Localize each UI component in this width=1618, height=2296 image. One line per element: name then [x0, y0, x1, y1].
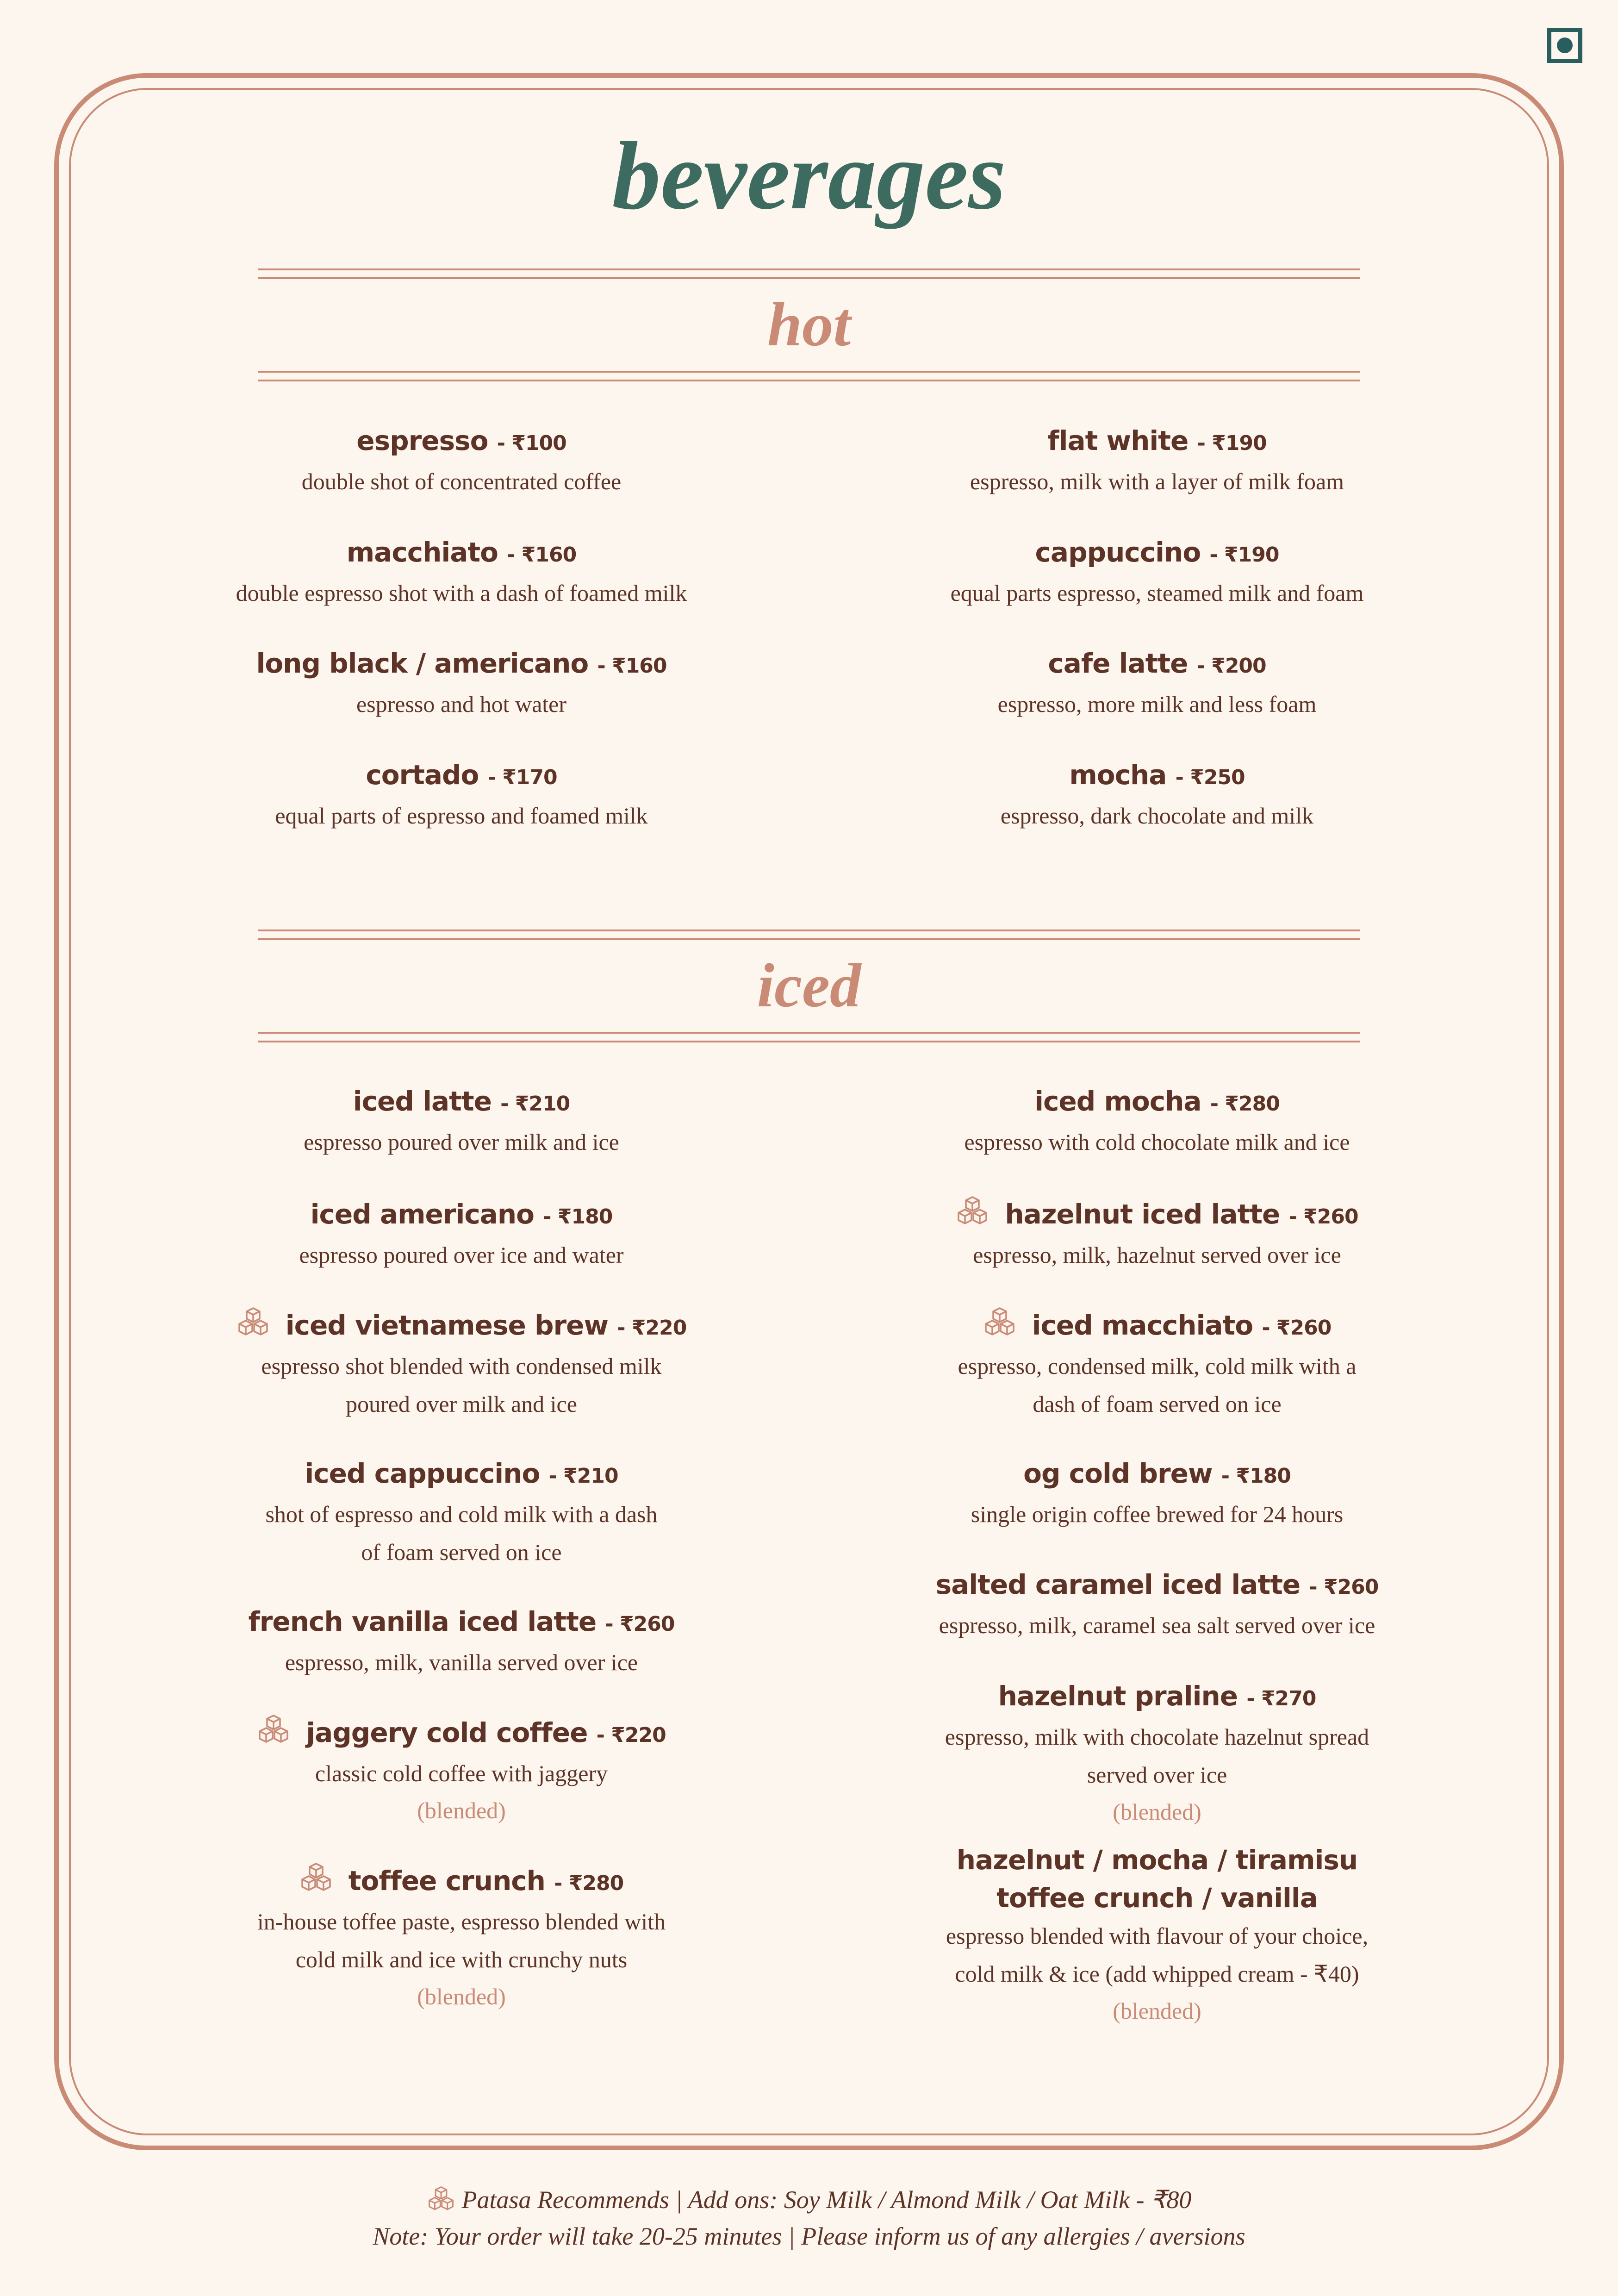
menu-item	[114, 1714, 809, 1828]
item-description: shot of espresso and cold milk with a dash	[265, 1501, 658, 1527]
ice-cubes-icon	[236, 1307, 270, 1337]
item-description: dash of foam served on ice	[1033, 1391, 1282, 1417]
item-price: - ₹280	[1210, 1092, 1280, 1116]
price-value: ₹190	[1224, 543, 1279, 567]
item-name-line	[810, 1195, 1504, 1236]
price-value: ₹220	[611, 1723, 666, 1747]
item-name-line	[810, 1454, 1504, 1495]
price-value: ₹260	[619, 1612, 675, 1636]
divider	[258, 938, 1360, 940]
item-description: espresso, condensed milk, cold milk with a	[958, 1353, 1357, 1379]
item-name-line	[114, 1714, 809, 1754]
item-description: cold milk & ice (add whipped cream - ₹40)	[955, 1961, 1359, 1987]
item-name-line	[810, 1306, 1504, 1347]
item-description: espresso, more milk and less foam	[997, 691, 1317, 717]
recommend-icon	[427, 2186, 455, 2212]
menu-item	[114, 1195, 809, 1274]
item-name: toffee crunch / vanilla	[996, 1882, 1318, 1914]
item-name: hazelnut / mocha / tiramisu	[956, 1844, 1358, 1876]
menu-item	[114, 1306, 809, 1423]
item-name-line	[114, 1862, 809, 1903]
menu-item	[114, 1603, 809, 1681]
item-description: espresso poured over milk and ice	[304, 1129, 619, 1155]
ice-cubes-icon	[299, 1862, 333, 1893]
item-description: cold milk and ice with crunchy nuts	[295, 1947, 628, 1972]
item-name: iced mocha	[1034, 1086, 1201, 1117]
price-value: ₹280	[1225, 1092, 1280, 1116]
price-value: ₹190	[1212, 431, 1267, 455]
item-price: - ₹210	[500, 1092, 570, 1116]
divider	[258, 380, 1360, 381]
item-name: hazelnut iced latte	[1005, 1198, 1280, 1230]
item-price: - ₹260	[1288, 1205, 1358, 1229]
item-description: espresso, dark chocolate and milk	[1000, 803, 1314, 829]
item-name-line	[810, 1677, 1504, 1718]
price-value: ₹200	[1211, 654, 1266, 678]
item-name-line	[114, 1603, 809, 1643]
menu-item	[114, 756, 809, 835]
price-value: ₹100	[511, 431, 566, 455]
item-description: in-house toffee paste, espresso blended with	[257, 1909, 666, 1934]
menu-item	[810, 1454, 1504, 1533]
footer-text: Patasa Recommends | Add ons: Soy Milk / Almond Milk / Oat Milk - ₹80	[461, 2186, 1192, 2214]
price-value: ₹210	[563, 1464, 618, 1488]
ice-cubes-icon	[983, 1307, 1016, 1337]
item-note: (blended)	[417, 1797, 506, 1823]
menu-item	[810, 644, 1504, 723]
item-price: - ₹180	[543, 1205, 613, 1229]
price-value: ₹180	[1236, 1464, 1291, 1488]
divider	[258, 1032, 1360, 1034]
item-price: - ₹260	[1309, 1575, 1379, 1599]
item-name: hazelnut praline	[998, 1680, 1238, 1712]
item-price: - ₹220	[617, 1316, 687, 1340]
item-note: (blended)	[1113, 1998, 1201, 2024]
item-description: espresso, milk with a layer of milk foam	[970, 468, 1344, 494]
menu-item	[810, 1195, 1504, 1274]
item-description: espresso, milk with chocolate hazelnut spread	[945, 1724, 1369, 1750]
price-value: ₹170	[502, 766, 557, 789]
item-description: espresso poured over ice and water	[299, 1242, 624, 1268]
price-value: ₹270	[1261, 1687, 1316, 1710]
veg-mark-icon	[1547, 28, 1582, 63]
divider	[258, 371, 1360, 373]
item-name-line	[114, 533, 809, 574]
item-description: espresso, milk, caramel sea salt served over ice	[939, 1612, 1375, 1638]
price-value: ₹180	[557, 1205, 613, 1229]
price-value: ₹260	[1276, 1316, 1332, 1340]
item-name-line	[810, 422, 1504, 462]
item-price: - ₹100	[497, 431, 566, 455]
item-description: classic cold coffee with jaggery	[315, 1760, 608, 1786]
item-price: - ₹250	[1175, 766, 1245, 789]
item-name: espresso	[356, 425, 488, 456]
item-price: - ₹200	[1196, 654, 1266, 678]
menu-item	[114, 1454, 809, 1571]
page-title: beverages	[612, 122, 1006, 230]
menu-item	[114, 644, 809, 723]
item-price: - ₹260	[605, 1612, 675, 1636]
footer-line-1	[0, 2181, 1618, 2218]
item-price: - ₹260	[1262, 1316, 1332, 1340]
section-title-hot: hot	[767, 290, 851, 359]
price-value: ₹260	[1323, 1575, 1379, 1599]
menu-item	[114, 1082, 809, 1161]
item-description: espresso with cold chocolate milk and ice	[964, 1129, 1350, 1155]
item-description: double shot of concentrated coffee	[301, 468, 622, 494]
item-name-line	[114, 1306, 809, 1347]
price-value: ₹160	[612, 654, 667, 678]
item-name: salted caramel iced latte	[935, 1569, 1301, 1600]
item-name: french vanilla iced latte	[248, 1606, 597, 1637]
menu-item	[810, 1566, 1504, 1644]
item-note: (blended)	[1113, 1799, 1201, 1825]
item-name-line	[114, 422, 809, 462]
divider	[258, 930, 1360, 931]
price-value: ₹280	[568, 1872, 624, 1895]
item-name-line	[810, 756, 1504, 797]
item-price: - ₹190	[1197, 431, 1267, 455]
footer-line-2: Note: Your order will take 20-25 minutes | Please inform us of any allergies / aversions	[373, 2222, 1245, 2250]
item-name: jaggery cold coffee	[306, 1717, 588, 1748]
ice-cubes-icon	[257, 1714, 290, 1745]
divider	[258, 268, 1360, 270]
menu-item	[114, 533, 809, 612]
item-name-line	[114, 756, 809, 797]
item-price: - ₹160	[597, 654, 667, 678]
price-value: ₹160	[521, 543, 577, 567]
item-name: macchiato	[346, 537, 498, 568]
item-name: cafe latte	[1048, 648, 1188, 679]
item-description: of foam served on ice	[361, 1539, 562, 1565]
item-price: - ₹160	[507, 543, 577, 567]
item-price: - ₹220	[596, 1723, 666, 1747]
item-name: iced macchiato	[1032, 1310, 1253, 1341]
item-description: espresso, milk, vanilla served over ice	[285, 1649, 638, 1675]
item-name: flat white	[1047, 425, 1189, 456]
item-price: - ₹180	[1221, 1464, 1291, 1488]
item-name-line	[810, 533, 1504, 574]
price-value: ₹220	[631, 1316, 687, 1340]
menu-item	[114, 422, 809, 500]
item-name-line	[114, 1195, 809, 1236]
divider	[258, 277, 1360, 279]
item-price: - ₹280	[554, 1872, 624, 1895]
item-name-line	[810, 1566, 1504, 1606]
item-name: toffee crunch	[348, 1865, 545, 1897]
menu-item	[810, 1082, 1504, 1161]
item-name: og cold brew	[1023, 1458, 1213, 1489]
menu-item	[114, 1862, 809, 2015]
menu-item	[810, 1677, 1504, 1830]
ice-cubes-icon	[956, 1196, 989, 1226]
item-price: - ₹170	[487, 766, 557, 789]
item-description: double espresso shot with a dash of foamed milk	[236, 580, 687, 606]
item-name: mocha	[1069, 759, 1167, 791]
menu-item	[810, 422, 1504, 500]
item-name-line	[114, 644, 809, 685]
price-value: ₹260	[1303, 1205, 1358, 1229]
price-value: ₹250	[1190, 766, 1245, 789]
item-name: iced cappuccino	[305, 1458, 540, 1489]
item-description: espresso, milk, hazelnut served over ice	[973, 1242, 1341, 1268]
price-value: ₹210	[515, 1092, 570, 1116]
item-price: - ₹270	[1246, 1687, 1316, 1710]
item-description: espresso shot blended with condensed milk	[261, 1353, 662, 1379]
item-description: equal parts of espresso and foamed milk	[275, 803, 648, 829]
item-description: poured over milk and ice	[346, 1391, 577, 1417]
item-name: cappuccino	[1035, 537, 1201, 568]
item-name: iced americano	[310, 1198, 535, 1230]
menu-item	[810, 1841, 1504, 2029]
menu-item	[810, 1306, 1504, 1423]
item-name-line	[810, 644, 1504, 685]
item-description: espresso blended with flavour of your choice,	[946, 1923, 1369, 1949]
item-name-line	[114, 1082, 809, 1123]
item-name-line	[114, 1454, 809, 1495]
item-description: equal parts espresso, steamed milk and foam	[950, 580, 1364, 606]
item-description: espresso and hot water	[356, 691, 567, 717]
item-name: long black / americano	[256, 648, 589, 679]
item-name-line	[810, 1082, 1504, 1123]
item-price: - ₹190	[1209, 543, 1279, 567]
menu-item	[810, 533, 1504, 612]
item-name: iced vietnamese brew	[285, 1310, 609, 1341]
item-note: (blended)	[417, 1984, 506, 2009]
item-description: served over ice	[1087, 1762, 1227, 1788]
item-name: iced latte	[353, 1086, 492, 1117]
item-price: - ₹210	[548, 1464, 618, 1488]
item-name: cortado	[366, 759, 479, 791]
menu-item	[810, 756, 1504, 835]
section-title-iced: iced	[757, 951, 861, 1020]
item-description: single origin coffee brewed for 24 hours	[971, 1501, 1344, 1527]
divider	[258, 1041, 1360, 1042]
